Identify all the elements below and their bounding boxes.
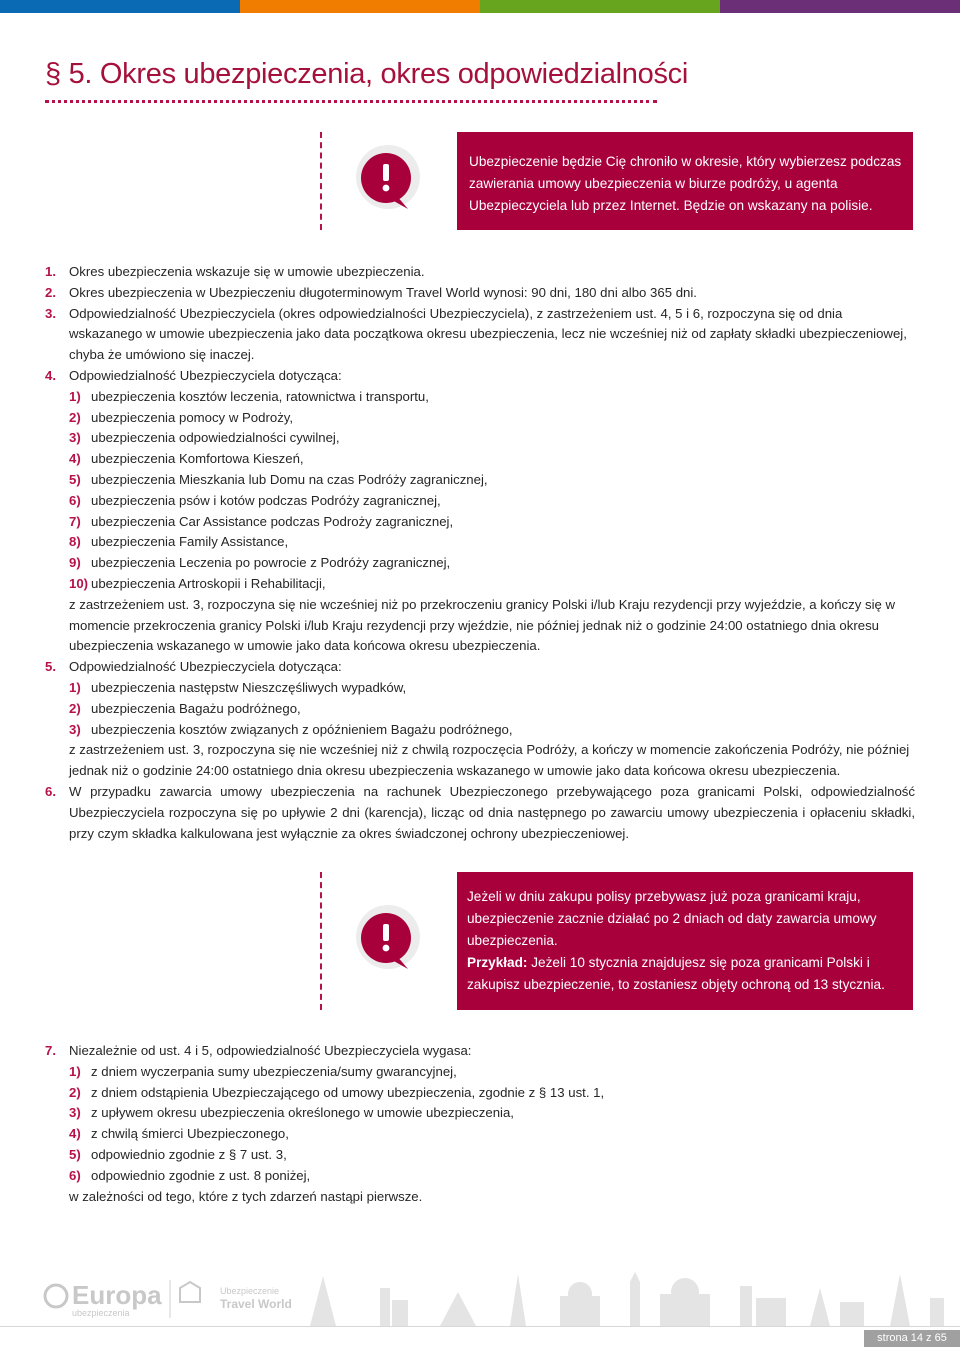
sub-item-text: z dniem wyczerpania sumy ubezpieczenia/sumy gwarancyjnej, <box>91 1063 457 1079</box>
sub-item-text: ubezpieczenia kosztów związanych z opóźnieniem Bagażu podróżnego, <box>91 721 513 737</box>
example-text: Jeżeli 10 stycznia znajdujesz się poza granicami Polski i zakupisz ubezpieczenie, to zostaniesz objęty ochroną od 13 stycznia. <box>467 955 885 992</box>
item-tail-text: w zależności od tego, które z tych zdarzeń nastąpi pierwsze. <box>69 1188 423 1204</box>
landmarks-skyline-illustration <box>300 1268 960 1326</box>
sub-item <box>69 491 915 512</box>
footer-logos <box>42 1278 302 1331</box>
callout-divider <box>320 132 322 230</box>
item-text: Odpowiedzialność Ubezpieczyciela dotycząca: <box>69 659 342 675</box>
footer-rule <box>0 1326 960 1327</box>
sub-item-number: 5) <box>69 471 81 487</box>
sub-item-text: ubezpieczenia odpowiedzialności cywilnej, <box>91 430 340 446</box>
sub-item <box>69 449 915 470</box>
brand-subtitle: ubezpieczenia <box>72 1308 130 1318</box>
sub-item-number: 4) <box>69 451 81 467</box>
title-dotted-rule <box>45 100 657 103</box>
sub-item <box>69 512 915 533</box>
sub-item-text: ubezpieczenia Artroskopii i Rehabilitacji, <box>91 575 326 591</box>
sub-item <box>69 1145 915 1166</box>
callout-text: Jeżeli w dniu zakupu polisy przebywasz już poza granicami kraju, ubezpieczenie zacznie działać po 2 dniach od daty zawarcia umowy ubezpieczenia. <box>467 889 877 948</box>
sub-item <box>69 387 915 408</box>
sub-item-text: odpowiednio zgodnie z ust. 8 poniżej, <box>91 1167 311 1183</box>
sub-item <box>69 408 915 429</box>
section-title: § 5. Okres ubezpieczenia, okres odpowiedzialności <box>45 58 688 90</box>
item-number: 7. <box>45 1043 56 1058</box>
callout-divider <box>320 872 322 1010</box>
list-item <box>45 283 915 304</box>
color-bar-green <box>480 0 720 13</box>
section-body-continued <box>45 1041 915 1207</box>
item-text: Niezależnie od ust. 4 i 5, odpowiedzialność Ubezpieczyciela wygasa: <box>69 1043 472 1058</box>
sub-item-text: z chwilą śmierci Ubezpieczonego, <box>91 1126 289 1142</box>
sub-item-number: 1) <box>69 388 81 404</box>
item-text: Okres ubezpieczenia w Ubezpieczeniu długoterminowym Travel World wynosi: 90 dni, 180 dni albo 365 dni. <box>69 284 697 300</box>
list-item <box>45 657 915 782</box>
sub-item-text: z dniem odstąpienia Ubezpieczającego od umowy ubezpieczenia, zgodnie z § 13 ust. 1, <box>91 1084 605 1100</box>
product-label-top: Ubezpieczenie <box>220 1286 280 1296</box>
sub-item-text: ubezpieczenia kosztów leczenia, ratownictwa i transportu, <box>91 388 429 404</box>
sub-item-number: 3) <box>69 1105 81 1121</box>
travel-globe-icon <box>180 1282 200 1302</box>
sub-item-number: 2) <box>69 409 81 425</box>
list-item <box>45 304 915 366</box>
sub-item-number: 5) <box>69 1146 81 1162</box>
sub-item-number: 8) <box>69 534 81 550</box>
sub-item <box>69 720 915 741</box>
item-tail-text: z zastrzeżeniem ust. 3, rozpoczyna się nie wcześniej niż z chwilą rozpoczęcia Podróży, a kończy w momencie zakończenia Podróży, nie później jednak niż o godzinie 24:00 ostatniego dnia okresu ubezpieczenia wskazanego w umowie jako data końcowa okresu ubezpieczenia. <box>69 742 910 779</box>
page-number: strona 14 z 65 <box>864 1330 960 1347</box>
sub-item-text: ubezpieczenia psów i kotów podczas Podróży zagranicznej, <box>91 492 441 508</box>
item-number: 1. <box>45 264 56 279</box>
sub-item <box>69 1083 915 1104</box>
sub-item-text: z upływem okresu ubezpieczenia określonego w umowie ubezpieczenia, <box>91 1105 514 1121</box>
europa-logo <box>42 1278 302 1326</box>
sub-item <box>69 1062 915 1083</box>
sub-item-number: 10) <box>69 575 89 591</box>
sub-item-number: 3) <box>69 430 81 446</box>
list-item <box>45 1041 915 1207</box>
sub-item <box>69 678 915 699</box>
sub-item-text: ubezpieczenia Mieszkania lub Domu na czas Podróży zagranicznej, <box>91 471 488 487</box>
sub-item <box>69 470 915 491</box>
sub-item-number: 2) <box>69 1084 81 1100</box>
sub-item-text: ubezpieczenia Bagażu podróżnego, <box>91 700 301 716</box>
sub-item-text: ubezpieczenia Leczenia po powrocie z Podróży zagranicznej, <box>91 555 451 571</box>
sub-item-number: 6) <box>69 1167 81 1183</box>
sub-item-number: 7) <box>69 513 81 529</box>
item-text: Odpowiedzialność Ubezpieczyciela (okres odpowiedzialności Ubezpieczyciela), z zastrzeżeniem ust. 4, 5 i 6, rozpoczyna się od dnia wskazanego w umowie ubezpieczenia jako data początkowa okresu ubezpieczenia, lecz nie wcześniej niż od zapłaty składki ubezpieczeniowej, chyba że umówiono się inaczej. <box>69 305 907 363</box>
sub-item-text: ubezpieczenia pomocy w Podroży, <box>91 409 294 425</box>
item-number: 3. <box>45 305 56 321</box>
list-item <box>45 782 915 844</box>
sub-item-number: 6) <box>69 492 81 508</box>
sub-item-text: ubezpieczenia Family Assistance, <box>91 534 289 550</box>
example-label: Przykład: <box>467 955 528 970</box>
callout-text: Ubezpieczenie będzie Cię chroniło w okresie, który wybierzesz podczas zawierania umowy ubezpieczenia w biurze podróży, u agenta Ubezpieczyciela lub przez Internet. Będzie on wskazany na polisie. <box>469 154 902 213</box>
sub-item <box>69 699 915 720</box>
color-bar-purple <box>720 0 960 13</box>
item-tail-text: z zastrzeżeniem ust. 3, rozpoczyna się nie wcześniej niż po przekroczeniu granicy Polski i/lub Kraju rezydencji przy wyjeździe, a kończy się w momencie przekroczenia granicy Polski i/lub Kraju rezydencji przy wjeździe, nie później jednak niż o godzinie 24:00 ostatniego dnia okresu ubezpieczenia wskazanego w umowie jako data końcowa okresu ubezpieczenia. <box>69 596 896 654</box>
item-number: 4. <box>45 367 56 383</box>
item-text: Okres ubezpieczenia wskazuje się w umowie ubezpieczenia. <box>69 264 425 279</box>
list-item <box>45 366 915 657</box>
item-text: W przypadku zawarcia umowy ubezpieczenia na rachunek Ubezpieczonego przebywającego poza granicami Polski, odpowiedzialność Ubezpieczyciela rozpoczyna się po upływie 2 dni (karencja), licząc od dnia następnego po zawarciu umowy ubezpieczenia i opłaceniu składki, przy czym składka kalkulowana jest wyłącznie za okres świadczonej ochrony ubezpieczeniowej. <box>69 783 915 841</box>
sub-item-text: ubezpieczenia Komfortowa Kieszeń, <box>91 451 304 467</box>
sub-item-number: 4) <box>69 1126 81 1142</box>
color-bar-orange <box>240 0 480 13</box>
list-item <box>45 262 915 283</box>
info-callout <box>457 132 913 230</box>
sub-item-number: 9) <box>69 555 81 571</box>
sub-item-text: odpowiednio zgodnie z § 7 ust. 3, <box>91 1146 287 1162</box>
sub-item-text: ubezpieczenia następstw Nieszczęśliwych wypadków, <box>91 679 407 695</box>
sub-item <box>69 574 915 595</box>
section-body <box>45 262 915 844</box>
sub-item <box>69 532 915 553</box>
top-color-bar <box>0 0 960 13</box>
sub-item <box>69 1103 915 1124</box>
item-text: Odpowiedzialność Ubezpieczyciela dotycząca: <box>69 367 342 383</box>
sub-item <box>69 1124 915 1145</box>
sub-item <box>69 553 915 574</box>
exclamation-bubble-icon <box>352 903 426 977</box>
sub-item <box>69 1166 915 1187</box>
sub-item-number: 1) <box>69 1063 81 1079</box>
sub-item <box>69 428 915 449</box>
item-number: 6. <box>45 783 56 799</box>
sub-item-number: 2) <box>69 700 81 716</box>
item-number: 2. <box>45 284 56 300</box>
exclamation-bubble-icon <box>352 143 426 217</box>
callout-example <box>467 952 903 996</box>
item-number: 5. <box>45 659 56 675</box>
brand-name: Europa <box>72 1280 162 1310</box>
example-callout <box>457 872 913 1010</box>
sub-item-number: 3) <box>69 721 81 737</box>
sub-item-number: 1) <box>69 679 81 695</box>
color-bar-blue <box>0 0 240 13</box>
product-label: Travel World <box>220 1297 292 1311</box>
sub-item-text: ubezpieczenia Car Assistance podczas Podroży zagranicznej, <box>91 513 454 529</box>
